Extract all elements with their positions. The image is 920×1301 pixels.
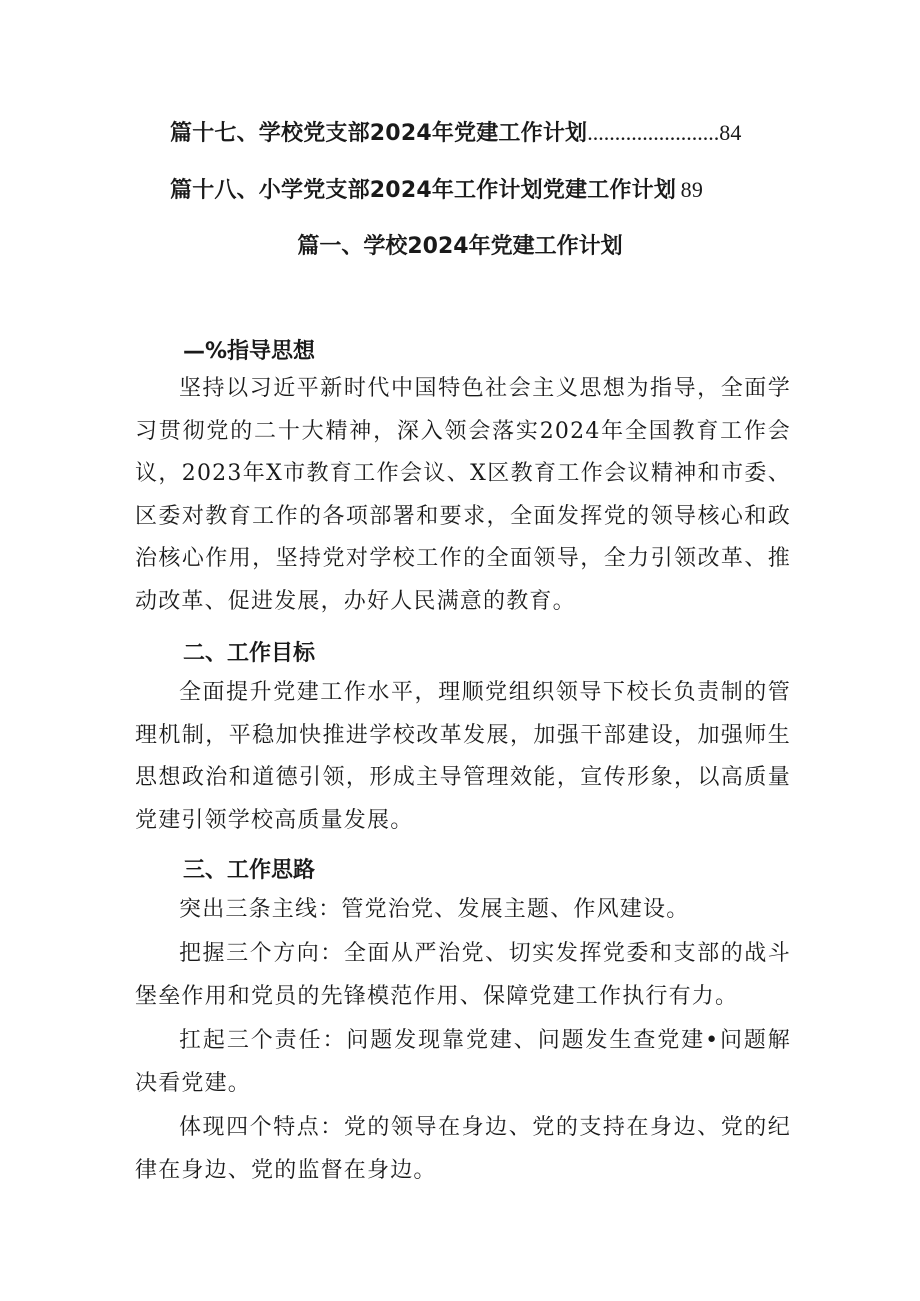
body-paragraph: 坚持以习近平新时代中国特色社会主义思想为指导，全面学习贯彻党的二十大精神，深入领会落实2024年全国教育工作会议，2023年X市教育工作会议、X区教育工作会议精神和市委、区委对教育工作的各项部署和要求，全面发挥党的领导核心和政治核心作用，坚持党对学校工作的全面领导，全力引领改革、推动改革、促进发展，办好人民满意的教育。 [135, 376, 791, 614]
section-heading: 二、工作目标 [183, 641, 316, 666]
body-paragraph: 扛起三个责任：问题发现靠党建、问题发生查党建•问题解决看党建。 [135, 1028, 791, 1096]
toc-entry-title: 篇十七、学校党支部2024年党建工作计划 [170, 121, 588, 146]
toc-entry[interactable] [170, 173, 770, 204]
body-paragraph: 体现四个特点：党的领导在身边、党的支持在身边、党的纪律在身边、党的监督在身边。 [135, 1115, 791, 1183]
section-heading: —%指导思想 [183, 339, 316, 364]
toc-page-number: 84 [719, 120, 742, 145]
toc-entry-title: 篇十八、小学党支部2024年工作计划党建工作计划 [170, 178, 677, 203]
toc-page-number: 89 [680, 177, 704, 202]
section-heading: 三、工作思路 [183, 858, 316, 883]
body-paragraph: 全面提升党建工作水平，理顺党组织领导下校长负责制的管理机制，平稳加快推进学校改革发展，加强干部建设，加强师生思想政治和道德引领，形成主导管理效能，宣传形象，以高质量党建引领学校高质量发展。 [135, 680, 791, 833]
body-paragraph: 把握三个方向：全面从严治党、切实发挥党委和支部的战斗堡垒作用和党员的先锋模范作用、保障党建工作执行有力。 [135, 941, 791, 1009]
body-paragraph: 突出三条主线：管党治党、发展主题、作风建设。 [179, 897, 690, 922]
document-title: 篇一、学校2024年党建工作计划 [297, 234, 623, 259]
toc-leader-dots: ........................ [587, 120, 720, 145]
toc-entry[interactable] [170, 116, 770, 147]
